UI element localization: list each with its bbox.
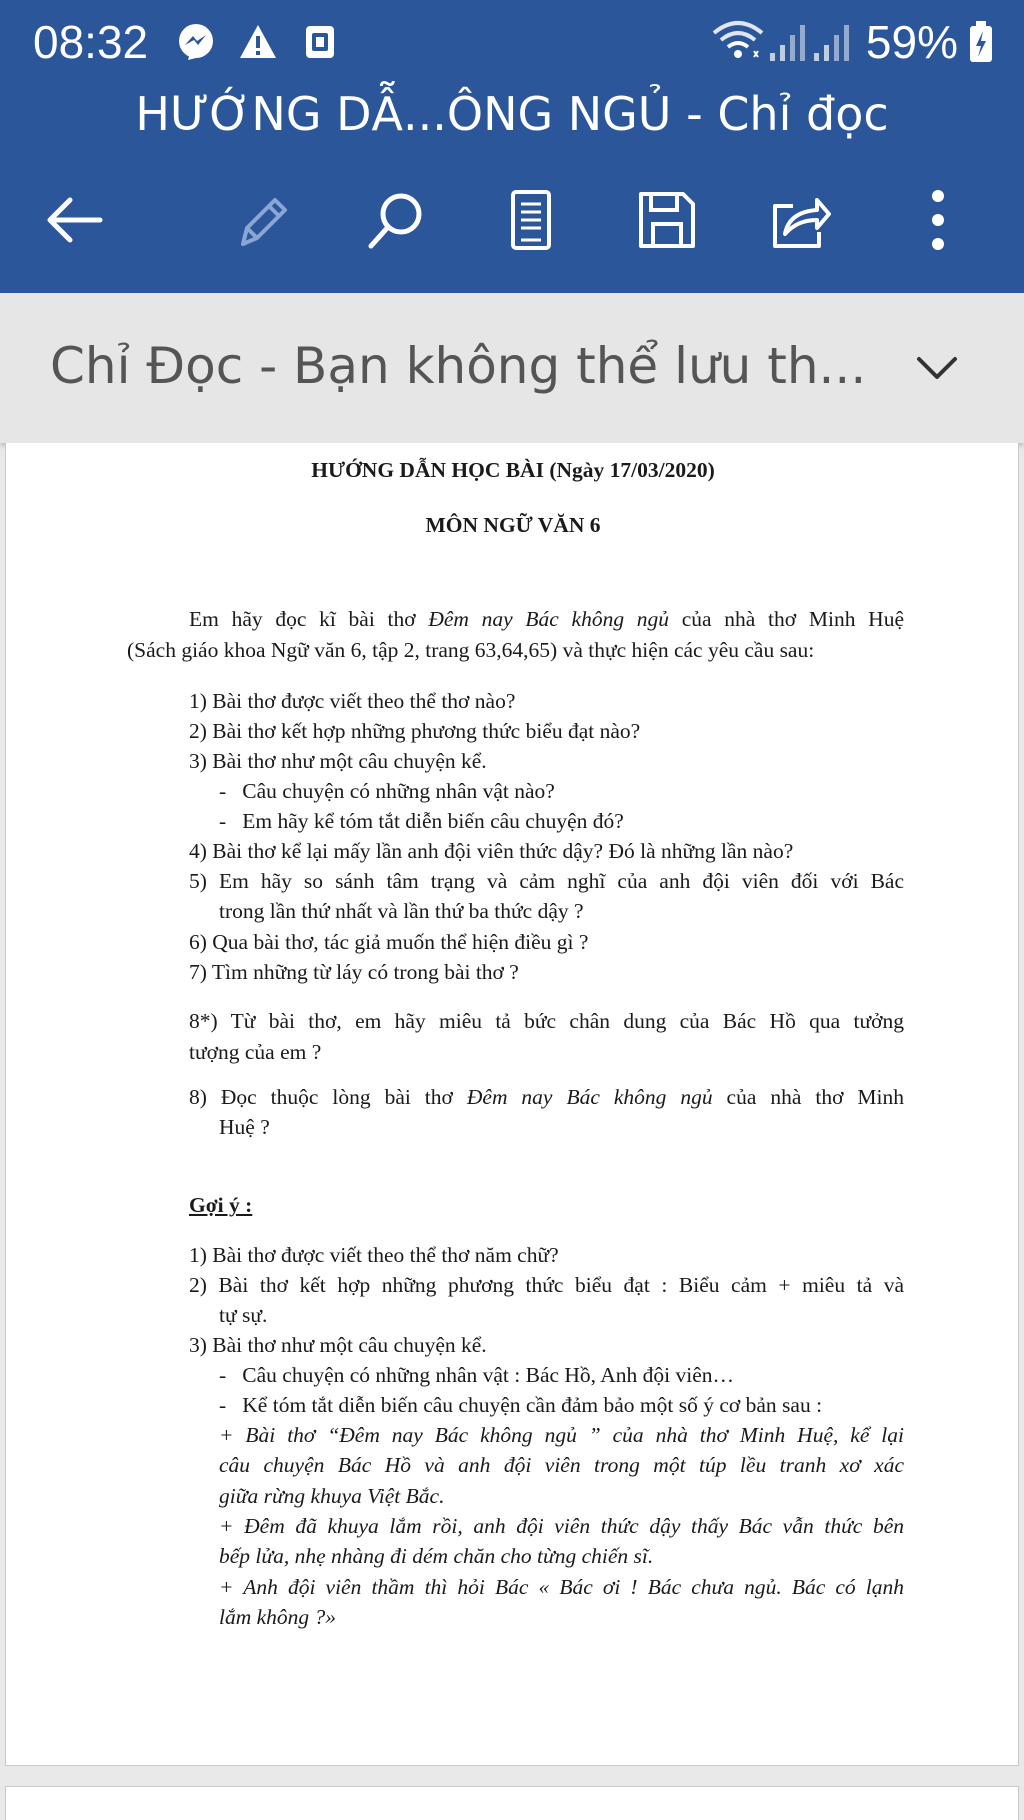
question-8star-line-1: 8*) Từ bài thơ, em hãy miêu tả bức chân dung của Bác Hồ qua tưởng bbox=[189, 1009, 904, 1033]
hint-para-2-line-2: bếp lửa, nhẹ nhàng đi dém chăn cho từng chiến sĩ. bbox=[219, 1544, 654, 1568]
save-button[interactable] bbox=[627, 180, 707, 260]
hint-para-3-line-1: + Anh đội viên thầm thì hỏi Bác « Bác ơi ! Bác chưa ngủ. Bác có lạnh bbox=[219, 1575, 904, 1599]
question-7: 7) Tìm những từ láy có trong bài thơ ? bbox=[189, 960, 519, 984]
hint-para-3-line-2: lắm không ?» bbox=[219, 1605, 337, 1629]
hints-heading: Gợi ý : bbox=[189, 1193, 253, 1217]
intro-line-1 bbox=[189, 604, 904, 635]
share-icon bbox=[769, 188, 833, 252]
toolbar bbox=[0, 180, 1024, 260]
question-3a: - Câu chuyện có những nhân vật nào? bbox=[219, 779, 555, 803]
hint-para-1-line-1: + Bài thơ “Đêm nay Bác không ngủ ” của nhà thơ Minh Huệ, kể lại bbox=[219, 1423, 904, 1447]
question-3: 3) Bài thơ như một câu chuyện kể. bbox=[189, 749, 487, 773]
question-8star-line-2: tượng của em ? bbox=[189, 1040, 322, 1064]
status-bar bbox=[0, 0, 1024, 84]
question-8-text: 8) Đọc thuộc lòng bài thơ bbox=[189, 1085, 467, 1109]
next-page bbox=[5, 1786, 1019, 1820]
hint-para-1-line-3: giữa rừng khuya Việt Bắc. bbox=[219, 1484, 445, 1508]
question-5-line-1: 5) Em hãy so sánh tâm trạng và cảm nghĩ của anh đội viên đối với Bác bbox=[189, 869, 904, 893]
screenshot-icon bbox=[300, 22, 340, 62]
mobile-view-icon bbox=[499, 188, 563, 252]
back-button[interactable] bbox=[34, 180, 114, 260]
hint-2-line-1: 2) Bài thơ kết hợp những phương thức biểu đạt : Biểu cảm + miêu tả và bbox=[189, 1273, 904, 1297]
save-icon bbox=[635, 188, 699, 252]
chevron-down-icon[interactable] bbox=[915, 353, 959, 383]
question-2: 2) Bài thơ kết hợp những phương thức biểu đạt nào? bbox=[189, 719, 641, 743]
more-icon bbox=[906, 188, 970, 252]
messenger-icon bbox=[176, 22, 216, 62]
hint-1: 1) Bài thơ được viết theo thể thơ năm chữ? bbox=[189, 1243, 559, 1267]
question-8-text-2: của nhà thơ Minh bbox=[712, 1085, 905, 1109]
battery-percent: 59% bbox=[865, 16, 958, 68]
doc-subheading: MÔN NGỮ VĂN 6 bbox=[425, 513, 601, 537]
back-arrow-icon bbox=[42, 188, 106, 252]
status-right bbox=[710, 14, 994, 70]
hint-para-2-line-1: + Đêm đã khuya lắm rồi, anh đội viên thức dậy thấy Bác vẫn thức bên bbox=[219, 1514, 904, 1538]
intro-poem-title: Đêm nay Bác không ngủ bbox=[428, 607, 670, 631]
edit-button[interactable] bbox=[221, 180, 301, 260]
question-1: 1) Bài thơ được viết theo thể thơ nào? bbox=[189, 689, 516, 713]
question-8-poem-title: Đêm nay Bác không ngủ bbox=[466, 1085, 713, 1109]
warning-icon bbox=[238, 22, 278, 62]
hint-3: 3) Bài thơ như một câu chuyện kể. bbox=[189, 1333, 487, 1357]
hint-para-1-line-2: câu chuyện Bác Hồ và anh đội viên trong một túp lều tranh xơ xác bbox=[219, 1453, 904, 1477]
share-button[interactable] bbox=[761, 180, 841, 260]
intro-text-2: của nhà thơ Minh Huệ bbox=[669, 607, 904, 631]
more-options-button[interactable] bbox=[898, 180, 978, 260]
search-button[interactable] bbox=[355, 180, 435, 260]
question-6: 6) Qua bài thơ, tác giả muốn thể hiện điều gì ? bbox=[189, 930, 589, 954]
readonly-banner-text: Chỉ Đọc - Bạn không thể lưu th... bbox=[50, 337, 867, 395]
intro-text: Em hãy đọc kĩ bài thơ bbox=[189, 607, 429, 631]
doc-heading: HƯỚNG DẪN HỌC BÀI (Ngày 17/03/2020) bbox=[311, 458, 715, 482]
wifi-icon bbox=[710, 19, 766, 65]
hint-2-line-2: tự sự. bbox=[219, 1303, 268, 1327]
question-3b: - Em hãy kể tóm tắt diễn biến câu chuyện đó? bbox=[219, 809, 624, 833]
app-header bbox=[0, 0, 1024, 293]
hint-3a: - Câu chuyện có những nhân vật : Bác Hồ, Anh đội viên… bbox=[219, 1363, 735, 1387]
document-page bbox=[5, 443, 1019, 1766]
status-time: 08:32 bbox=[33, 16, 149, 68]
battery-icon bbox=[968, 19, 994, 65]
signal-icon-1 bbox=[766, 19, 810, 65]
signal-icon-2 bbox=[810, 19, 854, 65]
hint-3b: - Kể tóm tắt diễn biến câu chuyện cần đảm bảo một số ý cơ bản sau : bbox=[219, 1393, 823, 1417]
mobile-view-button[interactable] bbox=[491, 180, 571, 260]
readonly-banner[interactable] bbox=[0, 293, 1024, 443]
document-title: HƯỚNG DẪ...ÔNG NGỦ - Chỉ đọc bbox=[135, 87, 889, 141]
pencil-icon bbox=[229, 188, 293, 252]
question-4: 4) Bài thơ kể lại mấy lần anh đội viên thức dậy? Đó là những lần nào? bbox=[189, 839, 794, 863]
intro-line-2: (Sách giáo khoa Ngữ văn 6, tập 2, trang 63,64,65) và thực hiện các yêu cầu sau: bbox=[127, 638, 815, 662]
question-8-line-2: Huệ ? bbox=[219, 1115, 270, 1139]
question-5-line-2: trong lần thứ nhất và lần thứ ba thức dậy ? bbox=[219, 899, 584, 923]
question-8-line-1 bbox=[189, 1082, 904, 1113]
search-icon bbox=[363, 188, 427, 252]
